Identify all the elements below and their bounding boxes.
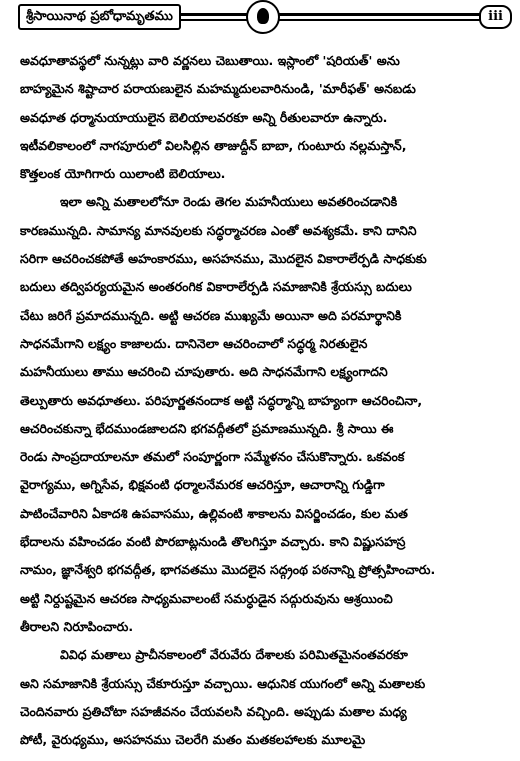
text-line: రెండు సాంప్రదాయాలనూ తమలో సంపూర్ణంగా సమ్మేళనం చేసుకొన్నారు. ఒకవంక [20,449,405,465]
book-title: శ్రీసాయినాథ ప్రబోధామృతము [18,4,181,30]
text-line: మహనీయులు తాము ఆచరించి చూపుతారు. అది సాధనమేగాని లక్ష్యంగాదని [20,364,388,380]
text-line: చెందినవారు ప్రతిచోటా సహజీవనం చేయవలసి వచ్చింది. అప్పుడు మతాల మధ్య [20,703,407,719]
paragraph-start-line: వివిధ మతాలు ప్రాచీనకాలంలో వేరువేరు దేశాలకు పరిమితమైనంతవరకూ [60,647,408,663]
text-line: బాహ్యమైన శిష్టాచార పరాయణులైన మహమ్మదులవారినుండి, 'మారీఫత్' అనబడు [20,81,416,97]
text-line: తీరాలని నిరూపించారు. [20,618,134,634]
body-text [20,47,513,754]
text-line: కొత్తలంక యోగిగారు యిలాంటి బెలియాలు. [20,166,226,182]
text-line: చేటు జరిగే ప్రమాదమున్నది. అట్టి ఆచరణ ముఖ్యమే అయినా అది పరమార్థానికి [20,307,402,323]
text-line: తెల్పుతారు అవధూతలు. పరిపూర్ణతనందాక అట్టి సద్ధర్మాన్ని బాహ్యంగా ఆచరించినా, [20,392,423,408]
text-line: వైరాగ్యము, అగ్నిసేవ, భిక్షవంటి ధర్మాలనేమరక ఆచరిస్తూ, ఆచారాన్ని గుడ్డిగా [20,477,385,493]
text-line: సరిగా ఆచరించకపోతే అహంకారము, అసహనము, మొదలైన వికారాలేర్పడి సాధకుకు [20,251,427,267]
text-line: సాధనమేగాని లక్ష్యం కాజాలదు. దానినెలా ఆచరించాలో సద్ధర్మ నిరతులైన [20,335,368,351]
text-line: ఆచరించకున్నా భేదముండజాలదని భగవద్గీతలో ప్రమాణమున్నది. శ్రీ సాయి ఈ [20,420,394,436]
page-number: iii [479,5,512,29]
paragraph-start-line: ఇలా అన్ని మతాలలోనూ రెండు తెగల మహనీయులు అవతరించడానికి [60,194,398,210]
text-line: కారణమున్నది. సామాన్య మానవులకు సద్ధర్మాచరణ ఎంతో అవశ్యకమే. కాని దానిని [20,222,417,238]
page-header [0,0,520,34]
header-rule [160,13,490,16]
text-line: ఇటీవలికాలంలో నాగపూరులో విలసిల్లిన తాజుద్దీన్ బాబా, గుంటూరు నల్లమస్తాన్, [20,137,407,153]
text-line: అవధూతావస్థలో నున్నట్లు వారి వర్ణనలు చెబుతాయి. ఇస్లాంలో 'షరియత్' అను [20,53,400,68]
text-line: బదులు తద్విపర్యయమైన అంతరంగిక వికారాలేర్పడి సమాజానికి శ్రేయస్సు బదులు [20,279,412,295]
text-line: భేదాలను వహించడం వంటి పొరబాట్లనుండి తొలగిస్తూ వచ్చారు. కాని విష్ణుసహస్ర [20,534,406,550]
text-line: అట్టి నిర్దుష్టమైన ఆచరణ సాధ్యమవాలంటే సమర్ధుడైన సద్గురువును ఆశ్రయించి [20,590,393,606]
text-line: నామం, జ్ఞానేశ్వరి భగవద్గీత, భాగవతము మొదలైన సద్గ్రంథ పఠనాన్ని ప్రోత్సహించారు. [20,562,436,578]
text-line: పాటించేవారిని ఏకాదశి ఉపవాసము, ఉల్లివంటి శాకాలను విసర్జించడం, కుల మత [20,505,408,521]
text-line: అవధూత ధర్మానుయాయులైన బెలియాలవరకూ అన్ని రీతులవారూ ఉన్నారు. [20,109,388,125]
sai-baba-emblem-icon [246,0,280,34]
text-line: అని సమాజానికి శ్రేయస్సు చేకూరుస్తూ వచ్చాయి. ఆధునిక యుగంలో అన్ని మతాలకు [20,675,426,691]
header-rule-lower [160,19,490,21]
text-line: పోటీ, వైరుధ్యము, అసహనము చెలరేగి మతం మతకలహాలకు మూలమై [20,732,366,748]
